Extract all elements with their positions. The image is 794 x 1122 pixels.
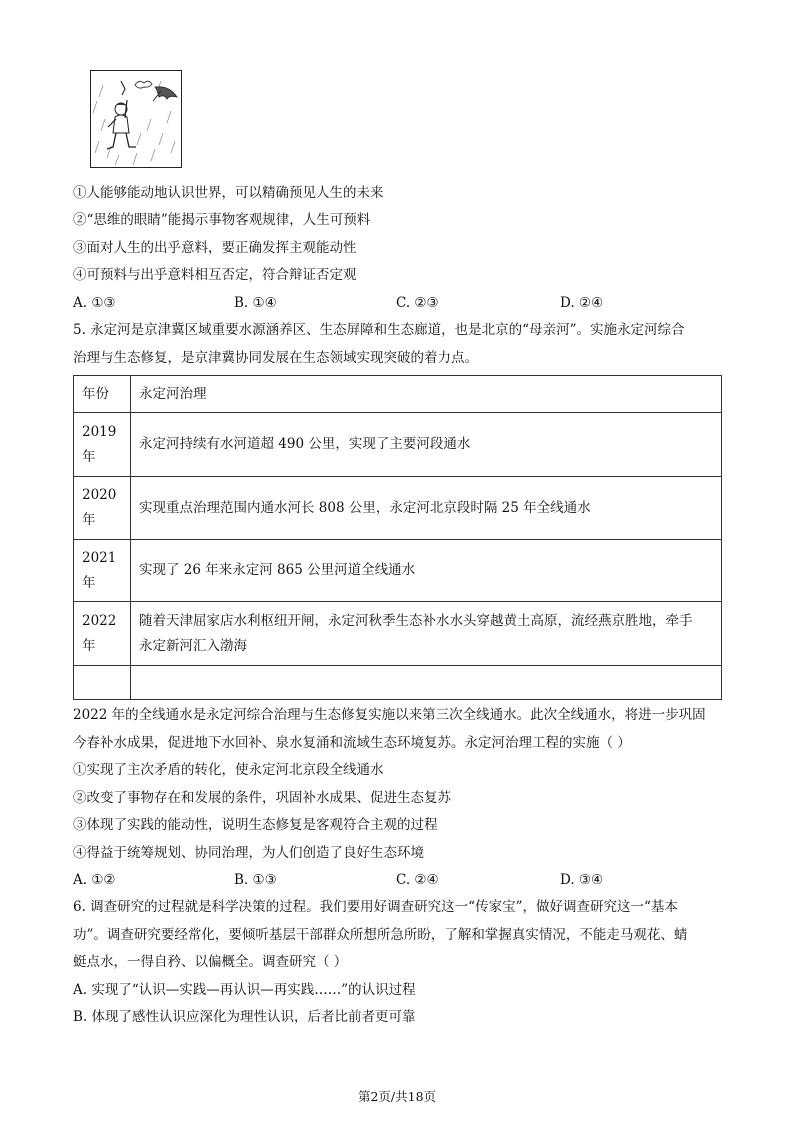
q5-option-a[interactable]: A. ①②: [73, 872, 116, 888]
table-row: [74, 540, 722, 602]
row-year: 2019 年: [74, 413, 131, 477]
table-header-row: [74, 376, 722, 413]
yongding-river-table: [73, 375, 722, 700]
q4-statement-2: ②“思维的眼睛”能揭示事物客观规律，人生可预料: [73, 212, 371, 228]
row-text: 实现了 26 年来永定河 865 公里河道全线通水: [131, 540, 722, 602]
row-year: 2022 年: [74, 602, 131, 666]
q5-statement-3: ③体现了实践的能动性，说明生态修复是客观符合主观的过程: [73, 817, 438, 833]
q6-line-1: 6. 调查研究的过程就是科学决策的过程。我们要用好调查研究这一“传家宝”，做好调查研究这一“基本: [73, 899, 678, 915]
q5-option-b[interactable]: B. ①③: [234, 872, 277, 888]
table-row: [74, 477, 722, 540]
row-year: 2021 年: [74, 540, 131, 602]
row-text: 永定河持续有水河道超 490 公里，实现了主要河段通水: [131, 413, 722, 477]
cartoon-figure: [90, 70, 182, 168]
q4-statement-4: ④可预料与出乎意料相互否定，符合辩证否定观: [73, 267, 357, 283]
table-row: [74, 602, 722, 666]
q4-option-c[interactable]: C. ②③: [396, 295, 439, 311]
q4-options: [73, 293, 721, 313]
q4-option-b[interactable]: B. ①④: [234, 295, 277, 311]
header-governance: 永定河治理: [131, 376, 722, 413]
q5-statement-4: ④得益于统筹规划、协同治理，为人们创造了良好生态环境: [73, 845, 424, 861]
q5-statement-1: ①实现了主次矛盾的转化，使永定河北京段全线通水: [73, 762, 384, 778]
table-row: [74, 413, 722, 477]
q5-after-line-2: 今春补水成果，促进地下水回补、泉水复涌和流域生态环境复苏。永定河治理工程的实施（ ）: [73, 735, 631, 751]
table-row-empty: [74, 666, 722, 700]
q5-after-line-1: 2022 年的全线通水是永定河综合治理与生态修复实施以来第三次全线通水。此次全线通水，将进一步巩固: [73, 707, 706, 723]
row-text: 随着天津屈家店水利枢纽开闸，永定河秋季生态补水水头穿越黄土高原，流经燕京胜地，牵手 永定新河汇入渤海: [131, 602, 722, 666]
page-footer: 第2页/共18页: [357, 1089, 437, 1104]
q6-option-a[interactable]: A. 实现了“认识—实践—再认识—再实践……”的认识过程: [73, 982, 416, 998]
q6-option-b[interactable]: B. 体现了感性认识应深化为理性认识，后者比前者更可靠: [73, 1009, 416, 1025]
q6-line-3: 蜓点水，一得自矜、以偏概全。调查研究（ ）: [73, 954, 348, 970]
q5-statement-2: ②改变了事物存在和发展的条件，巩固补水成果、促进生态复苏: [73, 790, 451, 806]
row-text: 实现重点治理范围内通水河长 808 公里，永定河北京段时隔 25 年全线通水: [131, 477, 722, 540]
q4-statement-1: ①人能够能动地认识世界，可以精确预见人生的未来: [73, 185, 384, 201]
q5-option-c[interactable]: C. ②④: [396, 872, 439, 888]
q5-intro-line-2: 治理与生态修复，是京津冀协同发展在生态领域实现突破的着力点。: [73, 350, 478, 366]
q4-statement-3: ③面对人生的出乎意料，要正确发挥主观能动性: [73, 240, 357, 256]
q4-option-a[interactable]: A. ①③: [73, 295, 116, 311]
q5-options: [73, 870, 721, 890]
q5-intro-line-1: 5. 永定河是京津冀区域重要水源涵养区、生态屏障和生态廊道，也是北京的“母亲河”。实施永定河综合: [73, 322, 685, 338]
row-year: 2020 年: [74, 477, 131, 540]
q6-line-2: 功”。调查研究要经常化，要倾听基层干部群众所想所急所盼，了解和掌握真实情况，不能走马观花、蜻: [73, 927, 688, 943]
q5-option-d[interactable]: D. ③④: [560, 872, 604, 888]
q4-option-d[interactable]: D. ②④: [560, 295, 604, 311]
header-year: 年份: [74, 376, 131, 413]
person-in-storm-icon: [91, 71, 180, 166]
